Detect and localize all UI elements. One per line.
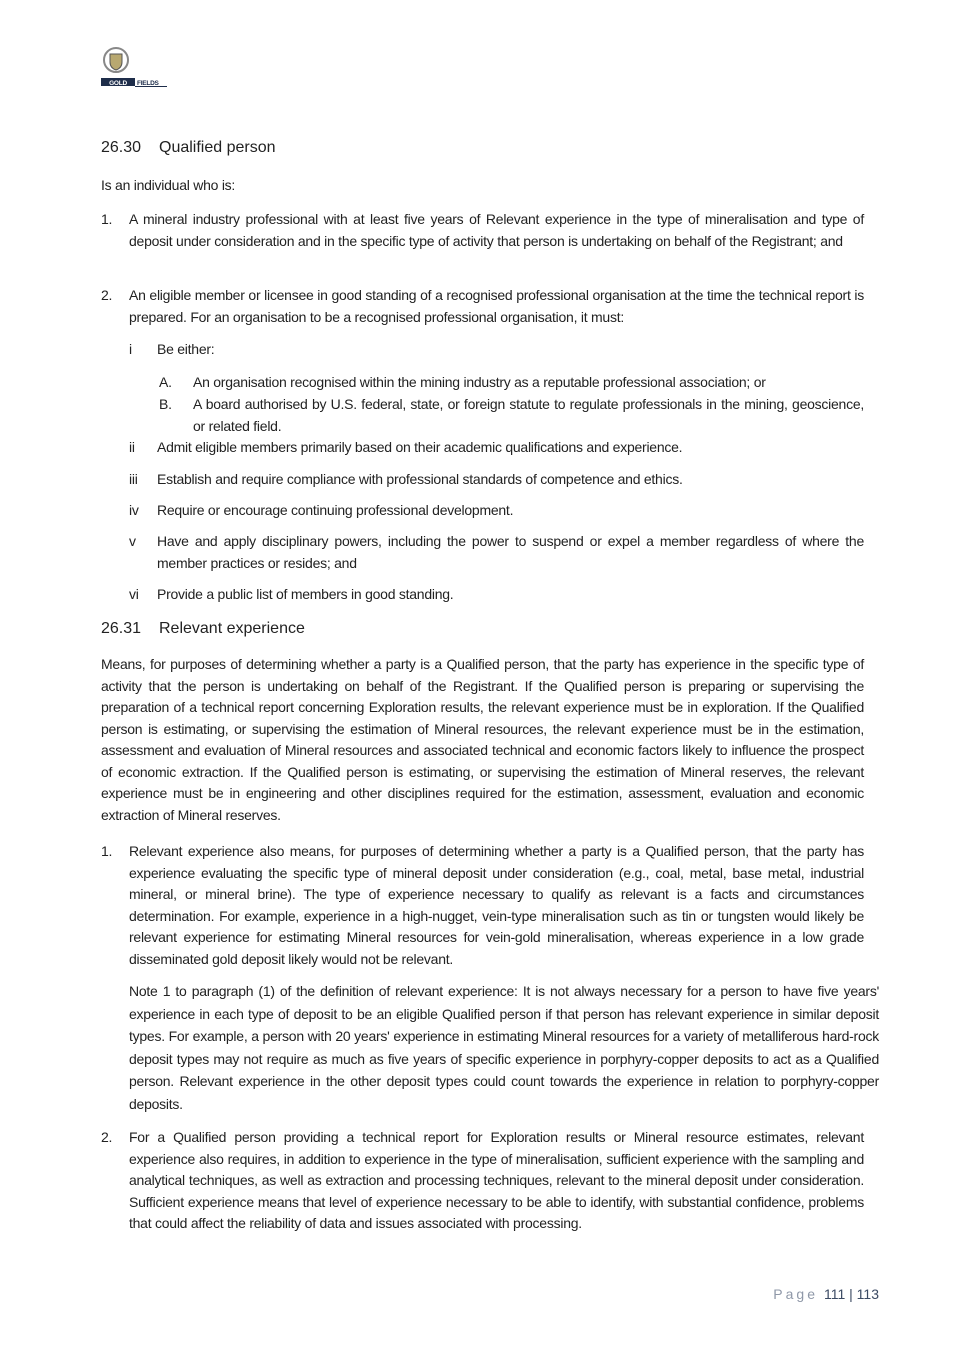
definition-paragraph: Means, for purposes of determining whether a party is a Qualified person, that the party has experience in the specific type of activity that the person is undertaking on behalf of the Registrant. If the Qualified person is preparing or supervising the preparation of a technical report concerning Exploration results, the relevant experience must be in exploration. If the Qualified person is estimating, or supervising the estimation of Mineral resources, the relevant experience must be in the estimation, assessment and evaluation of Mineral resources and associated technical and economic factors likely to influence the prospect of economic extraction. If the Qualified person is estimating, or supervising the estimation of Mineral reserves, the relevant experience must be in engineering and other disciplines required for the estimation, assessment, evaluation and economic extraction of Mineral reserves. xyxy=(101,656,864,823)
list-text: A board authorised by U.S. federal, state, or foreign statute to regulate professionals in the mining, geoscience, or related field. xyxy=(193,396,864,434)
letter-list-item xyxy=(159,393,864,437)
sub-list-item xyxy=(129,584,864,606)
list-text: Admit eligible members primarily based on their academic qualifications and experience. xyxy=(157,439,683,455)
list-marker: 1. xyxy=(101,843,113,859)
sub-list-item xyxy=(129,531,864,574)
list-item xyxy=(101,285,864,328)
page-label: Page xyxy=(773,1286,818,1302)
list-marker: ii xyxy=(129,439,135,455)
section-number: 26.31 xyxy=(101,620,142,637)
gold-fields-logo xyxy=(101,46,167,88)
list-text: Provide a public list of members in good standing. xyxy=(157,586,454,602)
list-item xyxy=(101,209,864,252)
list-text: A mineral industry professional with at least five years of Relevant experience in the type of mineralisation and type of deposit under consideration and in the specific type of activity that person is undertaking on behalf of the Registrant; and xyxy=(129,211,864,249)
list-marker: B. xyxy=(159,396,172,412)
svg-text:FIELDS: FIELDS xyxy=(137,80,159,87)
section-number: 26.30 xyxy=(101,139,142,156)
svg-text:GOLD: GOLD xyxy=(109,80,127,87)
list-marker: iv xyxy=(129,502,139,518)
note-paragraph: Note 1 to paragraph (1) of the definition of relevant experience: It is not always necessary for a person to have five years' experience in each type of deposit to be an eligible Qualified person if that person has relevant experience in similar deposit types. For example, a person with 20 years' experience in estimating Mineral resources for a variety of metalliferous hard-rock deposit types may not require as much as five years of specific experience in porphyry-copper deposits to act as a Qualified person. Relevant experience in the other deposit types could count towards the experience in relation to porphyry-copper deposits. xyxy=(129,983,879,1112)
list-marker: 1. xyxy=(101,211,113,227)
sub-list-item xyxy=(129,469,864,491)
list-marker: i xyxy=(129,341,132,357)
sub-list-item xyxy=(129,437,864,459)
section-heading-26-31 xyxy=(101,620,305,638)
list-marker: 2. xyxy=(101,1129,113,1145)
list-text: Require or encourage continuing professional development. xyxy=(157,502,514,518)
list-text: Have and apply disciplinary powers, including the power to suspend or expel a member regardless of where the member practices or resides; and xyxy=(157,533,864,571)
page-number: 111 | 113 xyxy=(823,1286,879,1302)
intro-text: Is an individual who is: xyxy=(101,177,236,193)
page-footer xyxy=(773,1286,879,1302)
list-item xyxy=(101,841,864,970)
list-text: Relevant experience also means, for purposes of determining whether a party is a Qualified person, that the party has experience evaluating the specific type of mineral deposit under consideration (e.g., coal, metal, base metal, industrial mineral, or mineral brine). The type of experience necessary to qualify as relevant is a facts and circumstances determination. For example, experience in a high-nugget, vein-type mineralisation such as tin or tungsten would likely be relevant experience for estimating Mineral resources for vein-gold mineralisation, whereas experience in a low grade disseminated gold deposit likely would not be relevant. xyxy=(129,843,864,967)
section-title: Relevant experience xyxy=(159,620,305,637)
sub-list-item xyxy=(129,500,864,522)
list-item xyxy=(101,1127,864,1235)
list-text: For a Qualified person providing a technical report for Exploration results or Mineral resource estimates, relevant experience also requires, in addition to experience in the type of mineralisation, sufficient experience with the sampling and analytical techniques, as well as extraction and processing techniques, relevant to the mineral deposit under consideration. Sufficient experience means that level of experience necessary to be able to identify, with substantial confidence, problems that could affect the reliability of data and issues associated with processing. xyxy=(129,1129,864,1231)
list-marker: vi xyxy=(129,586,139,602)
section-heading-26-30 xyxy=(101,139,276,157)
list-marker: v xyxy=(129,533,136,549)
list-text: Establish and require compliance with professional standards of competence and ethics. xyxy=(157,471,683,487)
section-title: Qualified person xyxy=(159,139,276,156)
list-marker: iii xyxy=(129,471,138,487)
list-text: Be either: xyxy=(157,341,215,357)
list-text: An organisation recognised within the mining industry as a reputable professional association; or xyxy=(193,374,766,390)
letter-list-item xyxy=(159,371,864,393)
list-marker: A. xyxy=(159,374,172,390)
sub-list-item xyxy=(129,339,864,361)
list-text: An eligible member or licensee in good standing of a recognised professional organisation at the time the technical report is prepared. For an organisation to be a recognised professional organisation, it must: xyxy=(129,287,864,325)
list-marker: 2. xyxy=(101,287,113,303)
